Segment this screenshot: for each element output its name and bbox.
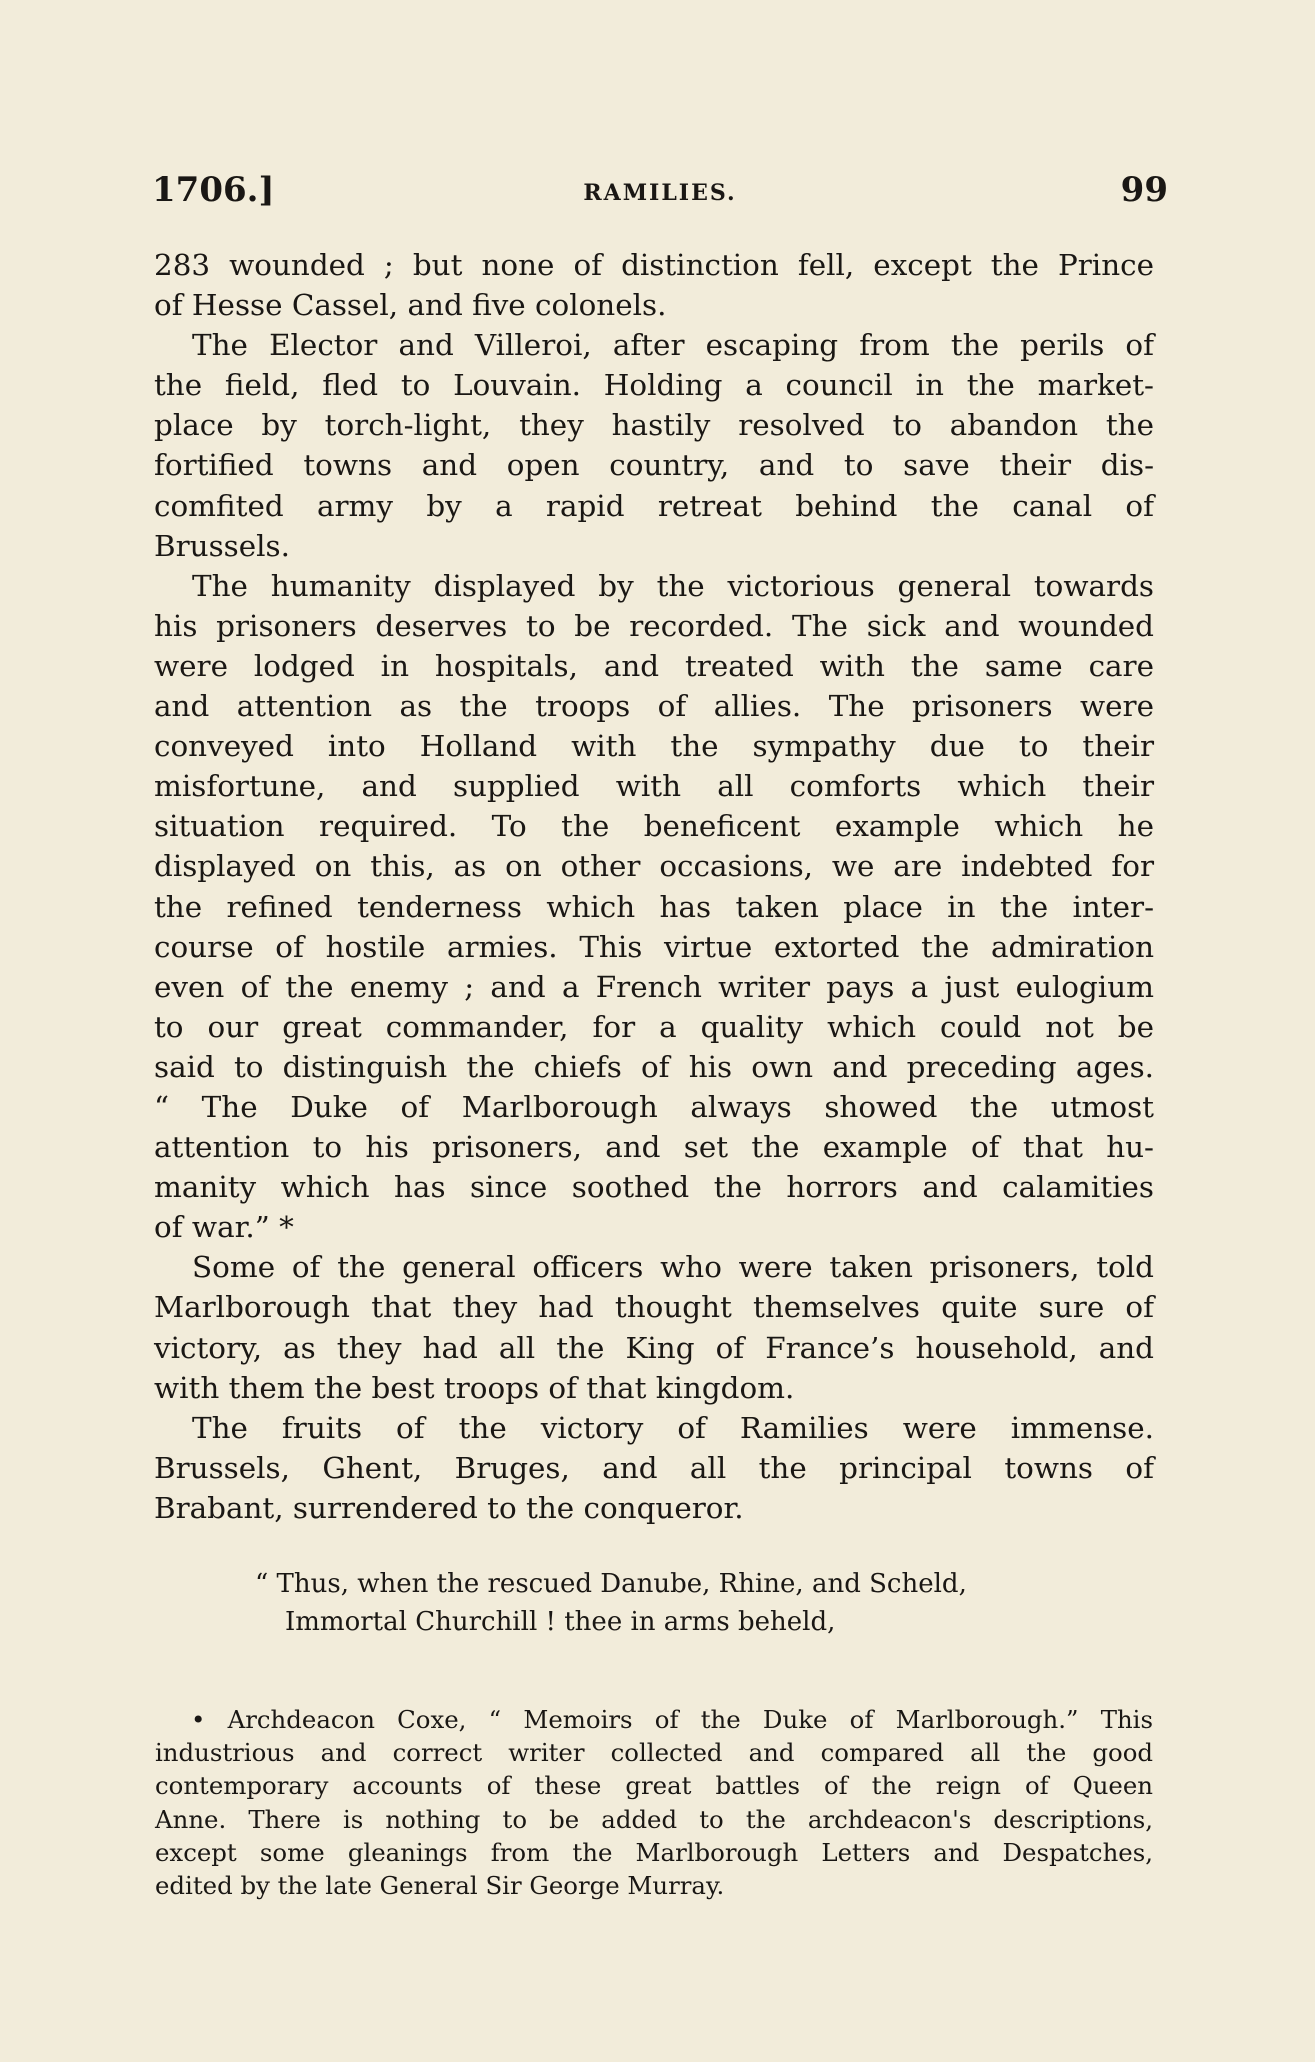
header-year: 1706.]: [152, 170, 275, 210]
text-line: misfortune, and supplied with all comforts which their: [154, 769, 1154, 804]
running-header: [152, 170, 1168, 220]
verse-line: “ Thus, when the rescued Danube, Rhine, and Scheld,: [255, 1569, 967, 1599]
text-line: Brussels.: [154, 528, 290, 563]
text-line: with them the best troops of that kingdom.: [154, 1370, 795, 1405]
verse-line: Immortal Churchill ! thee in arms beheld,: [285, 1607, 836, 1637]
footnote-line: contemporary accounts of these great battles of the reign of Queen: [155, 1771, 1153, 1801]
text-line: said to distinguish the chiefs of his own and preceding ages.: [154, 1049, 1154, 1084]
text-line: Brabant, surrendered to the conqueror.: [154, 1490, 744, 1525]
text-line: “ The Duke of Marlborough always showed the utmost: [154, 1089, 1154, 1124]
text-line: were lodged in hospitals, and treated with the same care: [154, 648, 1154, 683]
text-line: The humanity displayed by the victorious general towards: [192, 568, 1154, 603]
text-line: victory, as they had all the King of France’s household, and: [154, 1330, 1154, 1365]
text-line: 283 wounded ; but none of distinction fell, except the Prince: [154, 248, 1154, 282]
text-line: manity which has since soothed the horrors and calamities: [154, 1170, 1154, 1205]
text-line: attention to his prisoners, and set the example of that hu-: [154, 1130, 1154, 1165]
text-line: the refined tenderness which has taken place in the inter-: [154, 889, 1154, 924]
text-line: Brussels, Ghent, Bruges, and all the principal towns of: [154, 1450, 1154, 1485]
text-line: course of hostile armies. This virtue extorted the admiration: [154, 929, 1154, 964]
text-line: even of the enemy ; and a French writer pays a just eulogium: [154, 969, 1154, 1004]
footnote-line: Anne. There is nothing to be added to the archdeacon's descriptions,: [155, 1804, 1153, 1834]
footnote: [155, 1703, 1153, 1902]
text-line: The fruits of the victory of Ramilies were immense.: [192, 1410, 1154, 1445]
verse-quotation: [255, 1565, 1055, 1641]
footnote-line: except some gleanings from the Marlborough Letters and Despatches,: [155, 1837, 1153, 1867]
text-line: to our great commander, for a quality which could not be: [154, 1009, 1154, 1044]
text-line: Marlborough that they had thought themselves quite sure of: [154, 1290, 1154, 1325]
text-line: conveyed into Holland with the sympathy due to their: [154, 729, 1154, 764]
text-line: place by torch-light, they hastily resolved to abandon the: [154, 408, 1154, 443]
body-text: [154, 245, 1154, 1528]
footnote-line: • Archdeacon Coxe, “ Memoirs of the Duke of Marlborough.” This: [191, 1705, 1153, 1734]
text-line: of war.” *: [154, 1210, 294, 1245]
text-line: fortified towns and open country, and to save their dis-: [154, 448, 1154, 483]
text-line: his prisoners deserves to be recorded. The sick and wounded: [154, 608, 1154, 643]
footnote-line: edited by the late General Sir George Murray.: [155, 1871, 725, 1901]
text-line: the field, fled to Louvain. Holding a council in the market-: [154, 368, 1154, 403]
text-line: situation required. To the beneficent example which he: [154, 809, 1154, 844]
header-title: RAMILIES.: [583, 180, 737, 206]
text-line: comfited army by a rapid retreat behind the canal of: [154, 488, 1154, 523]
footnote-line: industrious and correct writer collected and compared all the good: [155, 1738, 1153, 1768]
text-line: The Elector and Villeroi, after escaping from the perils of: [192, 328, 1154, 363]
text-line: displayed on this, as on other occasions, we are indebted for: [154, 849, 1154, 884]
text-line: of Hesse Cassel, and five colonels.: [154, 288, 667, 323]
text-line: Some of the general officers who were taken prisoners, told: [192, 1250, 1154, 1285]
text-line: and attention as the troops of allies. The prisoners were: [154, 689, 1154, 724]
page-number: 99: [1120, 170, 1168, 210]
